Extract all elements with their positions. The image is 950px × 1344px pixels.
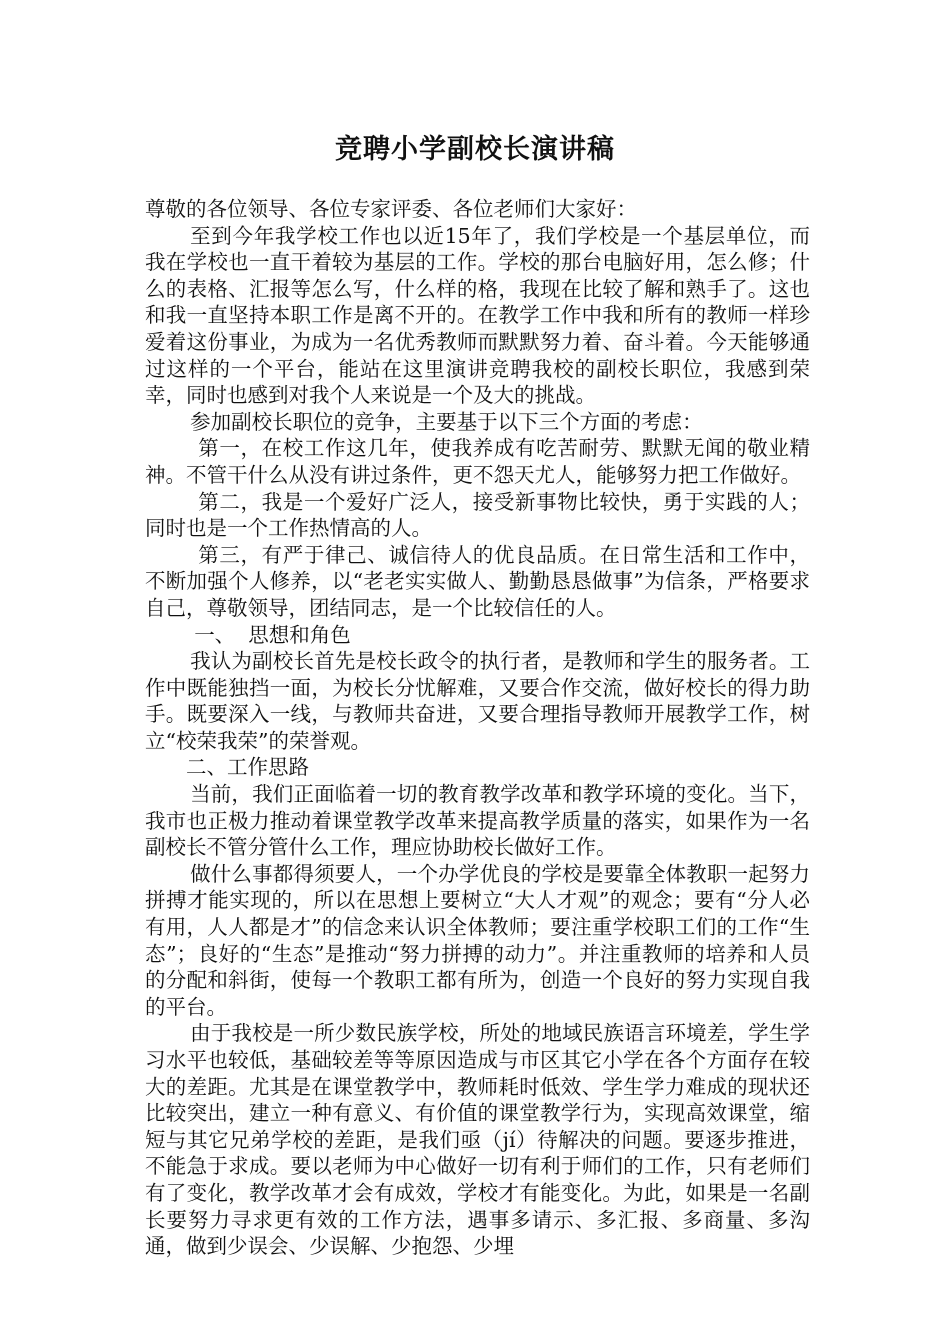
document-body — [145, 196, 810, 1260]
salutation: 尊敬的各位领导、各位专家评委、各位老师们大家好： — [145, 197, 637, 221]
section-2-body-3: 由于我校是一所少数民族学校，所处的地域民族语言环境差，学生学习水平也较低，基础较差等等原因造成与市区其它小学在各个方面存在较大的差距。尤其是在课堂教学中，教师耗时低效、学生学力难成的现状还比较突出，建立一种有意义、有价值的课堂教学行为，实现高效课堂，缩短与其它兄弟学校的差距，是我们亟（jí）待解决的问题。要逐步推进，不能急于求成。要以老师为中心做好一切有利于师们的工作，只有老师们有了变化，教学改革才会有成效，学校才有能变化。为此，如果是一名副长要努力寻求更有效的工作方法，遇事多请示、多汇报、多商量、多沟通，做到少误会、少误解、少抱怨、少埋 — [145, 1021, 810, 1259]
paragraph-reason-1: 第一，在校工作这几年，使我养成有吃苦耐劳、默默无闻的敬业精神。不管干什么从没有讲过条件，更不怨天尤人，能够努力把工作做好。 — [145, 436, 810, 487]
paragraph-reasons-intro: 参加副校长职位的竞争，主要基于以下三个方面的考虑： — [190, 409, 703, 434]
section-2-heading: 二、工作思路 — [186, 755, 309, 780]
document-title: 竞聘小学副校长演讲稿 — [335, 134, 615, 165]
section-2-body-2: 做什么事都得须要人，一个办学优良的学校是要靠全体教职一起努力拼搏才能实现的，所以在思想上要树立“大人才观”的观念；要有“分人必有用，人人都是才”的信念来认识全体教师；要注重学校职工们的工作“生态”；良好的“生态”是推动“努力拼搏的动力”。并注重教师的培养和人员的分配和斜街，使每一个教职工都有所为，创造一个良好的努力实现自我的平台。 — [145, 861, 810, 1019]
paragraph-intro: 至到今年我学校工作也以近15年了，我们学校是一个基层单位，而我在学校也一直干着较为基层的工作。学校的那台电脑好用，怎么修；什么的表格、汇报等怎么写，什么样的格，我现在比较了解和熟手了。这也和我一直坚持本职工作是离不开的。在教学工作中我和所有的教师一样珍爱着这份事业，为成为一名优秀教师而默默努力着、奋斗着。今天能够通过这样的一个平台，能站在这里演讲竞聘我校的副校长职位，我感到荣幸，同时也感到对我个人来说是一个及大的挑战。 — [145, 223, 810, 408]
section-2-body-1: 当前，我们正面临着一切的教育教学改革和教学环境的变化。当下，我市也正极力推动着课堂教学改革来提高教学质量的落实，如果作为一名副校长不管分管什么工作，理应协助校长做好工作。 — [145, 782, 810, 860]
section-1-heading: 一、 思想和角色 — [194, 622, 351, 647]
paragraph-reason-2: 第二，我是一个爱好广泛人，接受新事物比较快，勇于实践的人；同时也是一个工作热情高的人。 — [145, 489, 810, 541]
paragraph-reason-3: 第三，有严于律己、诚信待人的优良品质。在日常生活和工作中，不断加强个人修养，以“老老实实做人、勤勤恳恳做事”为信条，严格要求自己，尊敬领导，团结同志，是一个比较信任的人。 — [145, 542, 810, 620]
section-1-body: 我认为副校长首先是校长政令的执行者，是教师和学生的服务者。工作中既能独挡一面，为校长分忧解难，又要合作交流，做好校长的得力助手。既要深入一线，与教师共奋进，又要合理指导教师开展教学工作，树立“校荣我荣”的荣誉观。 — [145, 649, 810, 753]
